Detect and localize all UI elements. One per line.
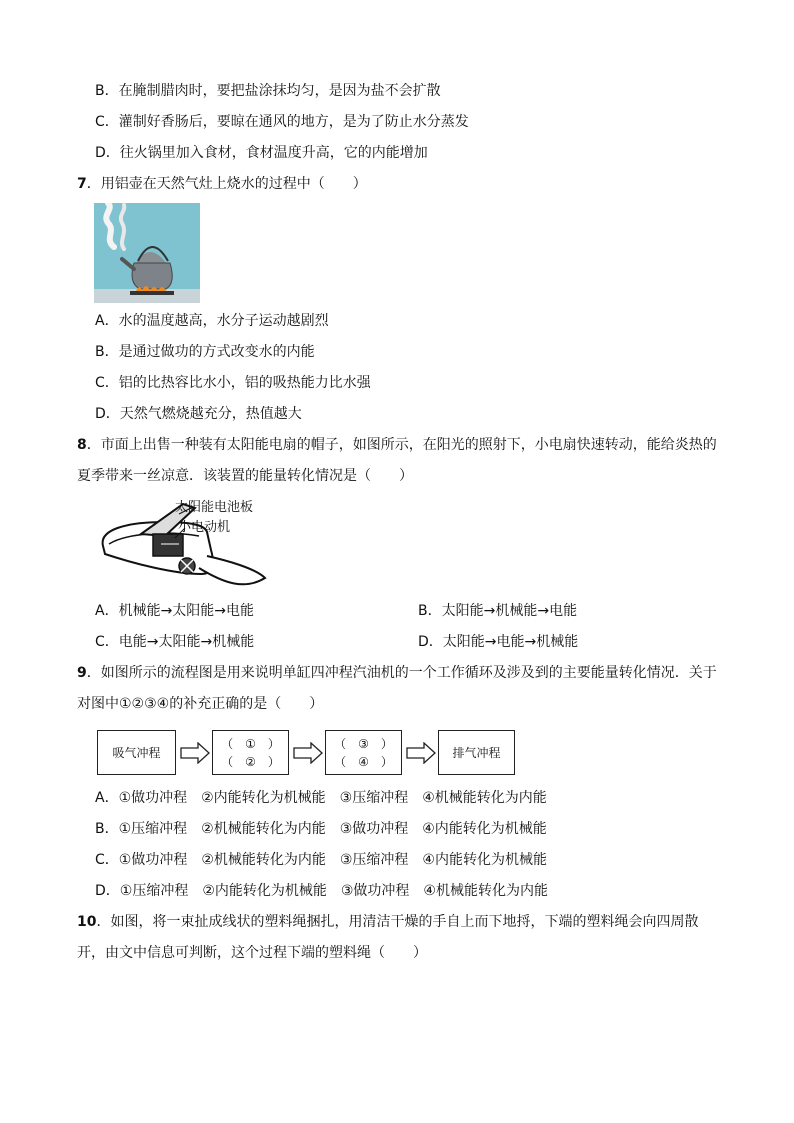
q8-option-b: B．太阳能→机械能→电能: [418, 603, 578, 619]
q9-stem-text: ．如图所示的流程图是用来说明单缸四冲程汽油机的一个工作循环及涉及到的主要能量转化情况．关于: [86, 665, 717, 681]
q7-option-b: B．是通过做功的方式改变水的内能: [95, 344, 315, 360]
q9-stem-line1: [77, 663, 717, 683]
q8-stem-line1: [77, 435, 717, 455]
q7-number: 7: [77, 176, 87, 192]
q9-stem-line2: 对图中①②③④的补充正确的是（ ）: [77, 696, 324, 712]
flow-arrow-2-icon: [293, 742, 323, 764]
q8-stem-text: ．市面上出售一种装有太阳能电扇的帽子，如图所示，在阳光的照射下，小电扇快速转动，能给炎热的: [86, 437, 717, 453]
q10-number: 10: [77, 914, 97, 930]
q7-stem-text: ．用铝壶在天然气灶上烧水的过程中（ ）: [86, 176, 367, 192]
q8-option-a: A．机械能→太阳能→电能: [95, 603, 255, 619]
q10-stem-line2: 开，由文中信息可判断，这个过程下端的塑料绳（ ）: [77, 945, 427, 961]
flow-blank-4: （ ④ ）: [334, 754, 393, 769]
flow-blank-2: （ ② ）: [221, 754, 280, 769]
flow-blank-1: （ ① ）: [221, 736, 280, 751]
q7-option-c: C．铝的比热容比水小，铝的吸热能力比水强: [95, 375, 371, 391]
q7-option-d: D．天然气燃烧越充分，热值越大: [95, 406, 302, 422]
q8-option-d: D．太阳能→电能→机械能: [418, 634, 579, 650]
flow-box-intake-stroke: 吸气冲程: [97, 730, 176, 775]
q9-option-c: C．①做功冲程 ②机械能转化为内能 ③压缩冲程 ④内能转化为机械能: [95, 852, 547, 868]
q8-stem-line2: 夏季带来一丝凉意．该装置的能量转化情况是（ ）: [77, 468, 413, 484]
q10-stem-text: ．如图，将一束扯成线状的塑料绳捆扎，用清洁干燥的手自上而下地捋，下端的塑料绳会向四周散: [96, 914, 699, 930]
figure-label-motor: 小电动机: [178, 520, 231, 535]
flow-arrow-3-icon: [406, 742, 436, 764]
q10-stem-line1: [77, 912, 698, 932]
flow-blank-3: （ ③ ）: [334, 736, 393, 751]
q8-number: 8: [77, 437, 87, 453]
q9-number: 9: [77, 665, 87, 681]
q7-stem: [77, 174, 367, 194]
figure-label-solar-panel: 太阳能电池板: [175, 500, 254, 515]
kettle-on-stove-image: [94, 203, 200, 303]
q7-option-a: A．水的温度越高，水分子运动越剧烈: [95, 313, 329, 329]
q9-option-d: D．①压缩冲程 ②内能转化为机械能 ③做功冲程 ④机械能转化为内能: [95, 883, 548, 899]
flow-box-blank-3-4: [325, 730, 402, 775]
q6-option-b: B．在腌制腊肉时，要把盐涂抹均匀，是因为盐不会扩散: [95, 83, 441, 99]
flow-box-blank-1-2: [212, 730, 289, 775]
flow-arrow-1-icon: [180, 742, 210, 764]
q9-option-b: B．①压缩冲程 ②机械能转化为内能 ③做功冲程 ④内能转化为机械能: [95, 821, 547, 837]
q6-option-d: D．往火锅里加入食材，食材温度升高，它的内能增加: [95, 145, 428, 161]
q8-option-c: C．电能→太阳能→机械能: [95, 634, 255, 650]
q9-option-a: A．①做功冲程 ②内能转化为机械能 ③压缩冲程 ④机械能转化为内能: [95, 790, 547, 806]
flow-box-exhaust-stroke: 排气冲程: [438, 730, 515, 775]
q6-option-c: C．灌制好香肠后，要晾在通风的地方，是为了防止水分蒸发: [95, 114, 469, 130]
